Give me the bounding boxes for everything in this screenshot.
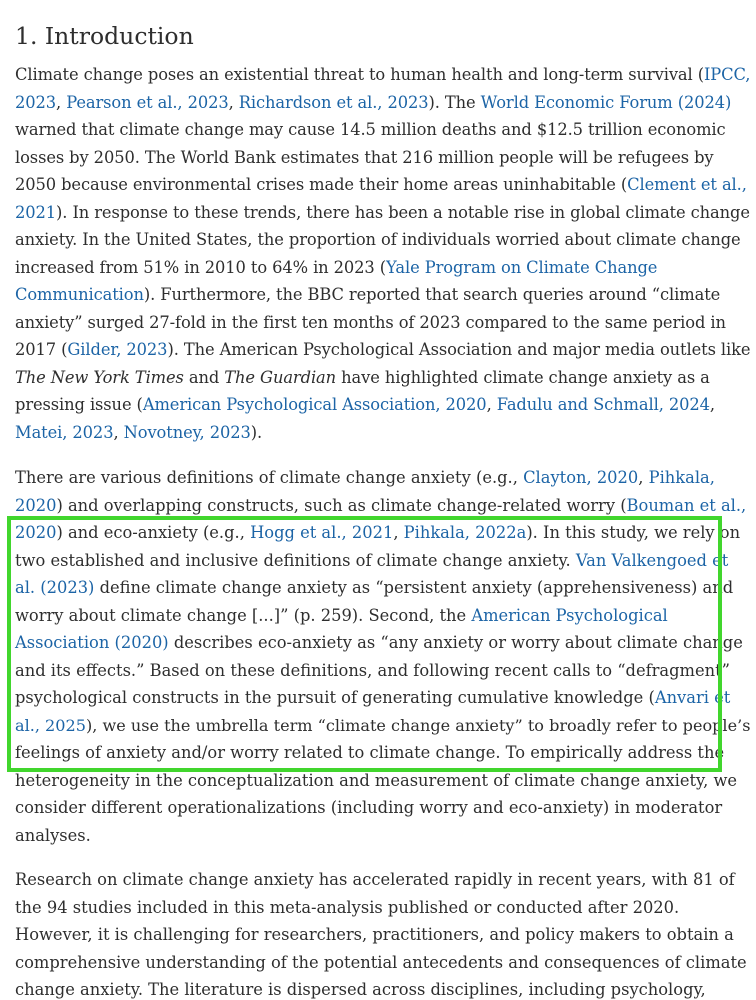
text-line: [15, 866, 750, 894]
text-segment: anxiety” surged 27-fold in the first ten months of 2023 compared to the same period in: [15, 312, 726, 332]
text-segment: change anxiety. The literature is dispersed across disciplines, including psychology,: [15, 980, 706, 999]
text-segment: ,: [393, 523, 404, 542]
citation-link[interactable]: Pihkala, 2022a: [403, 523, 527, 542]
text-segment: consider different operationalizations (including worry and eco-anxiety) in moderator: [15, 798, 723, 817]
section-heading: 1. Introduction: [15, 22, 194, 50]
citation-link[interactable]: World Economic Forum (2024): [480, 92, 732, 112]
text-segment: ). The: [428, 92, 481, 112]
citation-link[interactable]: Richardson et al., 2023: [238, 92, 429, 112]
text-segment: comprehensive understanding of the potential antecedents and consequences of climate: [15, 952, 747, 972]
text-segment: anxiety. In the United States, the proportion of individuals worried about climate change: [15, 230, 741, 249]
text-line: [15, 116, 750, 144]
text-line: [15, 574, 750, 602]
text-line: [15, 89, 750, 117]
citation-link[interactable]: Bouman et al.,: [626, 495, 747, 515]
text-segment: pressing issue (: [15, 395, 143, 414]
text-segment: ,: [709, 395, 715, 414]
text-line: [15, 739, 750, 767]
citation-link[interactable]: Association (2020): [15, 633, 169, 652]
text-segment: analyses.: [15, 825, 91, 845]
paragraph-3: [15, 866, 750, 1000]
citation-link[interactable]: 2021: [15, 202, 57, 222]
text-line: [15, 61, 750, 89]
text-line: [15, 657, 750, 685]
citation-link[interactable]: Van Valkengoed et: [575, 550, 729, 570]
paragraph-1: [15, 61, 750, 446]
text-segment: There are various definitions of climate change anxiety (e.g.,: [15, 468, 524, 487]
text-segment: define climate change anxiety as “persistent anxiety (apprehensiveness) and: [94, 578, 734, 597]
text-segment: However, it is challenging for researchers, practitioners, and policy makers to obtain a: [15, 925, 734, 944]
text-segment: losses by 2050. The World Bank estimates that 216 million people will be refugees by: [15, 147, 714, 167]
text-segment: 2050 because environmental crises made their home areas uninhabitable (: [15, 175, 628, 194]
text-segment: ). Furthermore, the BBC reported that search queries around “climate: [143, 285, 721, 304]
text-line: [15, 822, 750, 850]
text-segment: ). In this study, we rely on: [526, 523, 741, 542]
text-line: [15, 419, 750, 447]
text-segment: ). The American Psychological Association and major media outlets like: [167, 340, 751, 359]
text-segment: worry about climate change [...]” (p. 259). Second, the: [15, 605, 472, 625]
text-segment: increased from 51% in 2010 to 64% in 2023 (: [15, 257, 387, 277]
text-line: [15, 519, 750, 547]
text-line: [15, 921, 750, 949]
citation-link[interactable]: American Psychological: [471, 605, 668, 625]
text-line: [15, 171, 750, 199]
text-line: [15, 464, 750, 492]
citation-link[interactable]: Gilder, 2023: [67, 340, 168, 359]
text-line: [15, 602, 750, 630]
text-line: [15, 364, 750, 392]
text-line: [15, 336, 750, 364]
text-line: [15, 684, 750, 712]
text-line: [15, 629, 750, 657]
citation-link[interactable]: Yale Program on Climate Change: [386, 257, 658, 277]
citation-link[interactable]: 2020: [15, 495, 57, 515]
citation-link[interactable]: Clement et al.,: [627, 175, 747, 194]
text-line: [15, 281, 750, 309]
text-segment: two established and inclusive definitions of climate change anxiety.: [15, 550, 576, 570]
text-segment: describes eco-anxiety as “any anxiety or worry about climate change: [168, 633, 743, 652]
citation-link[interactable]: American Psychological Association, 2020: [142, 395, 487, 414]
text-line: [15, 949, 750, 977]
text-segment: ) and eco-anxiety (e.g.,: [56, 523, 251, 542]
citation-link[interactable]: Clayton, 2020: [523, 468, 639, 487]
citation-link[interactable]: al. (2023): [15, 578, 95, 597]
citation-link[interactable]: Hogg et al., 2021: [250, 523, 394, 542]
citation-link[interactable]: al., 2025: [15, 715, 86, 735]
italic-title: The Guardian: [224, 367, 337, 387]
citation-link[interactable]: Pearson et al., 2023: [66, 92, 229, 112]
text-segment: ,: [56, 92, 67, 112]
text-segment: ) and overlapping constructs, such as climate change-related worry (: [56, 495, 627, 515]
citation-link[interactable]: Novotney, 2023: [123, 422, 251, 442]
italic-title: The New York Times: [15, 367, 184, 387]
citation-link[interactable]: IPCC,: [703, 65, 751, 84]
text-line: [15, 894, 750, 922]
citation-link[interactable]: 2023: [15, 92, 57, 112]
citation-link[interactable]: Fadulu and Schmall, 2024: [496, 395, 710, 414]
text-line: [15, 144, 750, 172]
citation-link[interactable]: 2020: [15, 523, 57, 542]
text-line: [15, 794, 750, 822]
text-segment: Research on climate change anxiety has accelerated rapidly in recent years, with 81 of: [15, 870, 735, 889]
text-line: [15, 492, 750, 520]
text-segment: the 94 studies included in this meta-analysis published or conducted after 2020.: [15, 897, 680, 917]
text-line: [15, 976, 750, 1000]
citation-link[interactable]: Matei, 2023: [15, 422, 114, 442]
text-segment: ). In response to these trends, there has been a notable rise in global climate change: [56, 202, 750, 222]
paragraph-2: [15, 464, 750, 849]
text-segment: and its effects.” Based on these definitions, and following recent calls to “defragment”: [15, 660, 730, 680]
text-segment: ,: [228, 92, 239, 112]
text-segment: ), we use the umbrella term “climate change anxiety” to broadly refer to people’s: [85, 715, 751, 735]
text-segment: Climate change poses an existential threat to human health and long-term survival (: [15, 65, 704, 84]
text-segment: ).: [250, 422, 263, 442]
text-line: [15, 254, 750, 282]
citation-link[interactable]: Pihkala,: [648, 468, 715, 487]
text-line: [15, 391, 750, 419]
text-segment: 2017 (: [15, 340, 68, 359]
text-segment: heterogeneity in the conceptualization and measurement of climate change anxiety, we: [15, 770, 738, 790]
text-line: [15, 767, 750, 795]
text-segment: ,: [486, 395, 497, 414]
text-segment: have highlighted climate change anxiety as a: [336, 367, 710, 387]
citation-link[interactable]: Anvari et: [654, 688, 731, 707]
text-segment: warned that climate change may cause 14.5 million deaths and $12.5 trillion economic: [15, 120, 726, 139]
text-line: [15, 547, 750, 575]
text-line: [15, 712, 750, 740]
text-segment: feelings of anxiety and/or worry related to climate change. To empirically address the: [15, 743, 725, 762]
text-segment: and: [183, 367, 225, 387]
text-segment: ,: [113, 422, 124, 442]
text-segment: ,: [638, 468, 649, 487]
text-segment: psychological constructs in the pursuit of generating cumulative knowledge (: [15, 688, 655, 707]
text-line: [15, 199, 750, 227]
text-line: [15, 309, 750, 337]
text-line: [15, 226, 750, 254]
citation-link[interactable]: Communication: [15, 285, 144, 304]
